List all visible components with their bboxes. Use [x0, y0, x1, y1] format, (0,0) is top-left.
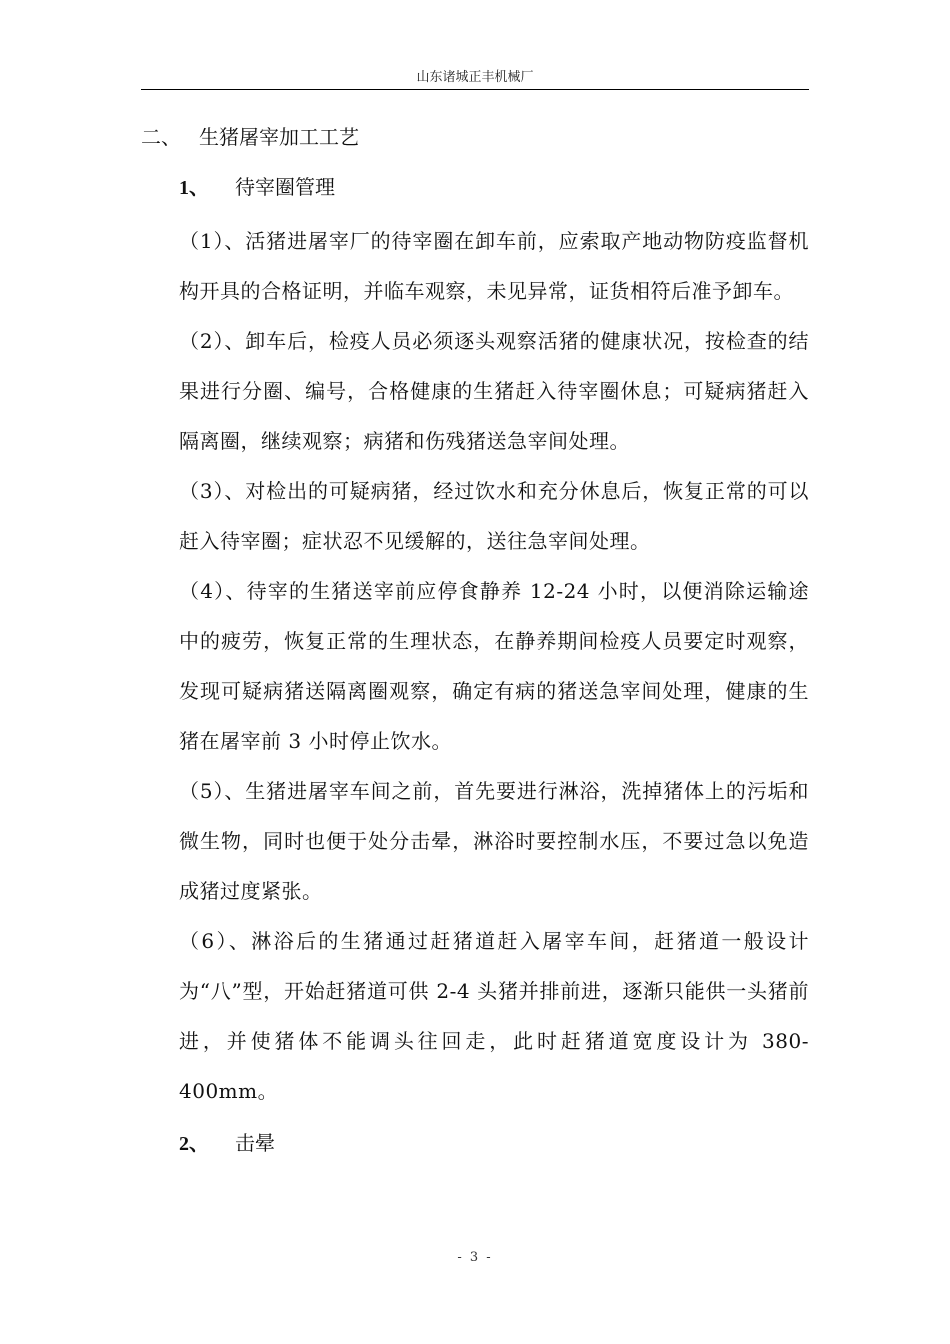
- subsection-heading-2: [179, 1122, 809, 1164]
- paragraph-2: （2）、卸车后，检疫人员必须逐头观察活猪的健康状况，按检查的结果进行分圈、编号，合格健康的生猪赶入待宰圈休息；可疑病猪赶入隔离圈，继续观察；病猪和伤残猪送急宰间处理。: [179, 329, 809, 453]
- section-number: 二、: [141, 125, 181, 149]
- section-heading: [141, 116, 809, 158]
- subsection-title: 击晕: [235, 1131, 275, 1155]
- subsection-title: 待宰圈管理: [235, 175, 335, 199]
- page-header: 山东诸城正丰机械厂: [416, 70, 534, 85]
- subsection-number: 2、: [179, 1133, 209, 1155]
- paragraph-1: （1）、活猪进屠宰厂的待宰圈在卸车前，应索取产地动物防疫监督机构开具的合格证明，并临车观察，未见异常，证货相符后准予卸车。: [179, 229, 809, 303]
- document-body: [141, 116, 809, 1172]
- paragraph-5: （5）、生猪进屠宰车间之前，首先要进行淋浴，洗掉猪体上的污垢和微生物，同时也便于处分击晕，淋浴时要控制水压，不要过急以免造成猪过度紧张。: [179, 779, 809, 903]
- subsection-heading-1: [179, 166, 809, 208]
- paragraph-4: （4）、待宰的生猪送宰前应停食静养 12-24 小时，以便消除运输途中的疲劳，恢复正常的生理状态，在静养期间检疫人员要定时观察，发现可疑病猪送隔离圈观察，确定有病的猪送急宰间处理，健康的生猪在屠宰前 3 小时停止饮水。: [179, 579, 809, 753]
- subsection-number: 1、: [179, 177, 209, 199]
- header-rule: [141, 89, 809, 90]
- paragraph-3: （3）、对检出的可疑病猪，经过饮水和充分休息后，恢复正常的可以赶入待宰圈；症状忍不见缓解的，送往急宰间处理。: [179, 479, 809, 553]
- paragraph-6: （6）、淋浴后的生猪通过赶猪道赶入屠宰车间，赶猪道一般设计为“八”型，开始赶猪道可供 2-4 头猪并排前进，逐渐只能供一头猪前进，并使猪体不能调头往回走，此时赶猪道宽度设计为 380-400mm。: [179, 929, 809, 1103]
- page-number: - 3 -: [457, 1250, 493, 1265]
- section-title: 生猪屠宰加工工艺: [199, 125, 359, 149]
